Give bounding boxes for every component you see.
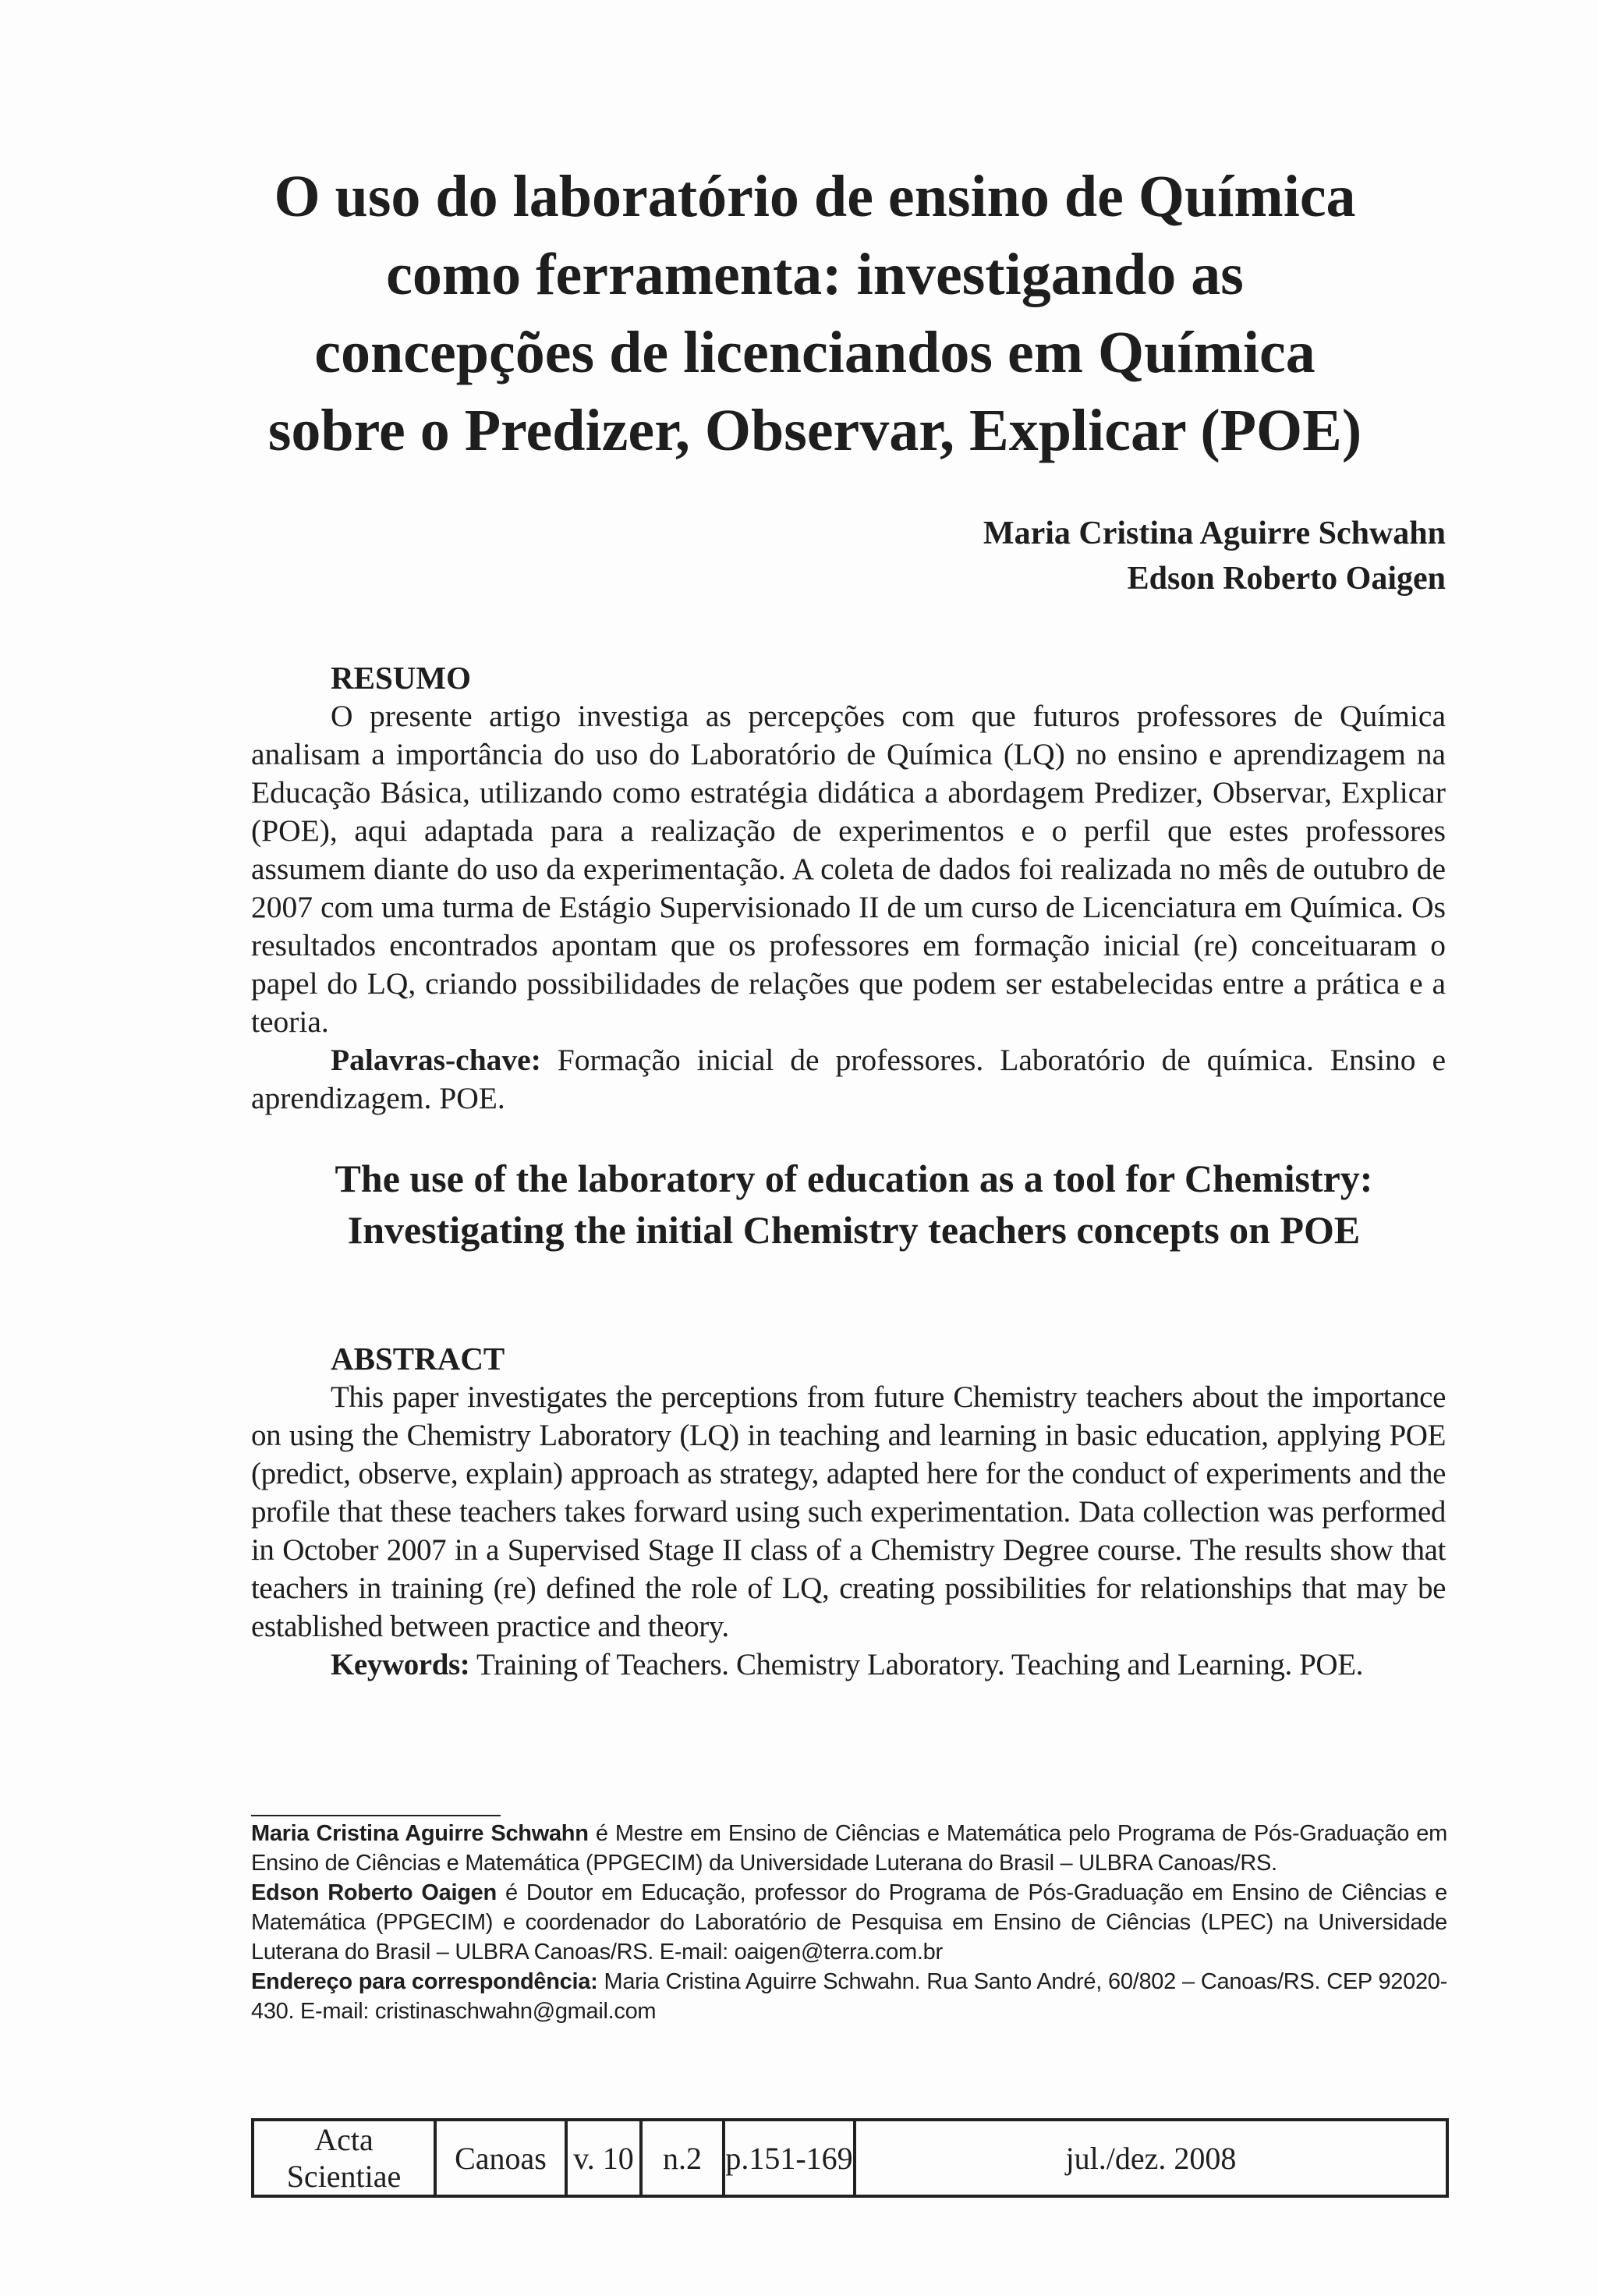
footnote-text: Maria Cristina Aguirre Schwahn. Rua Santo André, 60/802 – Canoas/RS. CEP 92020-430. E-mail: cristinaschwahn@gmail.com bbox=[251, 1969, 1447, 2024]
footnotes bbox=[251, 1819, 1447, 2026]
footnote bbox=[251, 1819, 1447, 1878]
citation-date: jul./dez. 2008 bbox=[855, 2120, 1447, 2196]
footnote-bold: Maria Cristina Aguirre Schwahn bbox=[251, 1821, 589, 1846]
footnote bbox=[251, 1967, 1447, 2026]
resumo-section bbox=[251, 658, 1446, 1118]
keywords-text: Training of Teachers. Chemistry Laboratory. Teaching and Learning. POE. bbox=[476, 1648, 1363, 1681]
abstract-section bbox=[251, 1339, 1446, 1684]
citation-city: Canoas bbox=[435, 2120, 566, 2196]
abstract-heading: ABSTRACT bbox=[331, 1341, 505, 1377]
abstract-keywords bbox=[251, 1646, 1446, 1684]
keywords-label: Palavras-chave: bbox=[331, 1043, 541, 1077]
keywords-label: Keywords: bbox=[331, 1648, 470, 1681]
citation-number: n.2 bbox=[641, 2120, 724, 2196]
citation-journal: Acta Scientiae bbox=[253, 2120, 435, 2196]
citation-volume: v. 10 bbox=[566, 2120, 641, 2196]
article-title bbox=[195, 158, 1435, 469]
footnote-bold: Edson Roberto Oaigen bbox=[251, 1880, 497, 1905]
title-line: sobre o Predizer, Observar, Explicar (POE) bbox=[267, 398, 1362, 463]
author-name: Maria Cristina Aguirre Schwahn bbox=[983, 516, 1446, 551]
resumo-heading: RESUMO bbox=[331, 660, 471, 696]
footnote-text: é Doutor em Educação, professor do Programa de Pós-Graduação em Ensino de Ciências e Matemática (PPGECIM) e coordenador do Laboratório de Pesquisa em Ensino de Ciências (LPEC) na Universidade Luterana do Brasil – ULBRA Canoas/RS. E-mail: oaigen@terra.com.br bbox=[251, 1880, 1447, 1965]
resumo-text: O presente artigo investiga as percepções com que futuros professores de Química analisam a importância do uso do Laboratório de Química (LQ) no ensino e aprendizagem na Educação Básica, utilizando como estratégia didática a abordagem Predizer, Observar, Explicar (POE), aqui adaptada para a realização de experimentos e o perfil que estes professores assumem diante do uso da experimentação. A coleta de dados foi realizada no mês de outubro de 2007 com uma turma de Estágio Supervisionado II de um curso de Licenciatura em Química. Os resultados encontrados apontam que os professores em formação inicial (re) conceituaram o papel do LQ, criando possibilidades de relações que podem ser estabelecidas entre a prática e a teoria. bbox=[251, 699, 1446, 1039]
author-list bbox=[983, 511, 1446, 601]
citation-pages: p.151-169 bbox=[724, 2120, 855, 2196]
english-title-line: The use of the laboratory of education as a tool for Chemistry: bbox=[335, 1157, 1373, 1200]
keywords-text: Formação inicial de professores. Laboratório de química. Ensino e aprendizagem. POE. bbox=[251, 1043, 1446, 1115]
footnote bbox=[251, 1878, 1447, 1967]
resumo-keywords bbox=[251, 1041, 1446, 1118]
footnote-text: é Mestre em Ensino de Ciências e Matemática pelo Programa de Pós-Graduação em Ensino de Ciências e Matemática (PPGECIM) da Universidade Luterana do Brasil – ULBRA Canoas/RS. bbox=[251, 1821, 1447, 1876]
english-title-line: Investigating the initial Chemistry teachers concepts on POE bbox=[347, 1208, 1361, 1252]
footnote-bold: Endereço para correspondência: bbox=[251, 1969, 598, 1994]
english-title bbox=[195, 1153, 1513, 1256]
footnote-rule bbox=[251, 1815, 501, 1816]
citation-row bbox=[253, 2120, 1447, 2196]
title-line: concepções de licenciandos em Química bbox=[314, 320, 1315, 385]
citation-table bbox=[251, 2118, 1449, 2198]
title-line: como ferramenta: investigando as bbox=[386, 242, 1244, 307]
abstract-text: This paper investigates the perceptions from future Chemistry teachers about the importance on using the Chemistry Laboratory (LQ) in teaching and learning in basic education, applying POE (predict, observe, explain) approach as strategy, adapted here for the conduct of experiments and the profile that these teachers takes forward using such experimentation. Data collection was performed in October 2007 in a Supervised Stage II class of a Chemistry Degree course. The results show that teachers in training (re) defined the role of LQ, creating possibilities for relationships that may be established between practice and theory. bbox=[251, 1380, 1446, 1643]
title-line: O uso do laboratório de ensino de Química bbox=[274, 164, 1356, 229]
author-name: Edson Roberto Oaigen bbox=[1127, 561, 1446, 597]
